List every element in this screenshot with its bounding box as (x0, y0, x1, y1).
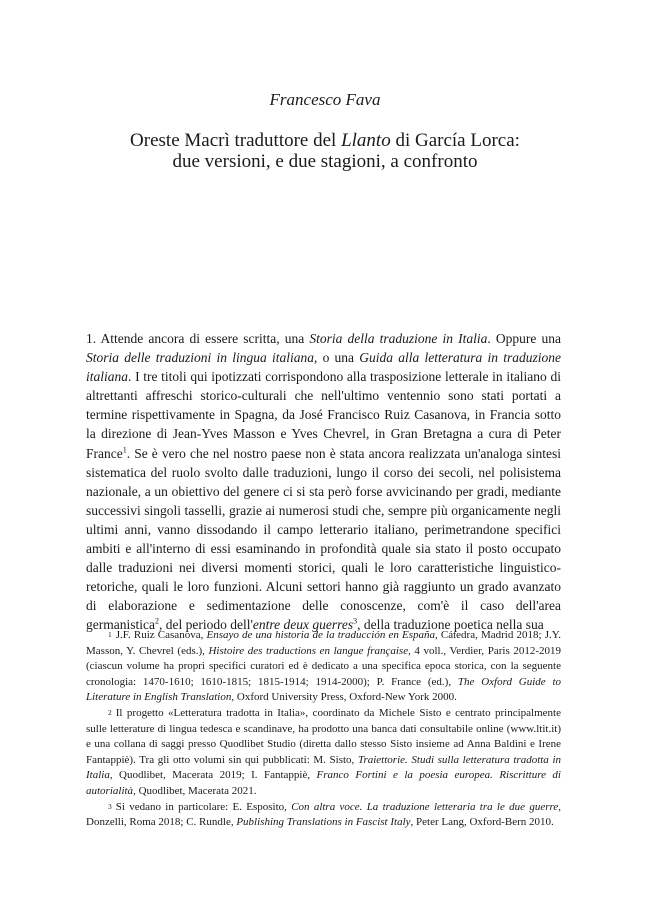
title-italic-work: Llanto (341, 130, 391, 151)
body-italic: Storia delle traduzioni in lingua italiana (86, 350, 314, 366)
author-name: Francesco Fava (269, 90, 381, 109)
body-text: , del periodo dell' (158, 617, 253, 633)
footnote-text: Il progetto «Letteratura tradotta in Italia», coordinato da Michele Sisto e centrato principalmente sulle letterature di lingua tedesca e scandinave, ha prodotto una banca dati consultabile online (www.ltit.it) e una collana di saggi presso Quodlibet Studio (diretta dallo stesso Sisto insieme ad Anna Baldini e Irene Fantappiè). Tra gli otto volumi sin qui pubblicati: M. Sisto, (86, 706, 561, 766)
footnote-number: 2 (108, 707, 112, 717)
footnote-3 (86, 800, 561, 831)
body-text: 1. Attende ancora di essere scritta, una (86, 331, 310, 346)
footnote-text: , Donzelli, Roma 2018; C. Rundle, (86, 800, 561, 829)
body-text: , o una (313, 350, 360, 366)
main-paragraph (86, 329, 561, 635)
footnote-number: 1 (108, 630, 112, 639)
footnote-italic: Ensayo de una historia de la traducción en España (206, 629, 436, 641)
body-text: . I tre titoli qui ipotizzati corrispondono alla trasposizione letterale in italiano di altrettanti affreschi storico-culturali che nell'ultimo ventennio sono stati portati a termine rispettivamente in Spagna, da José Francisco Ruiz Casanova, in Francia sotto la direzione di Jean-Yves Masson e Yves Chevrel, in Gran Bretagna a cura di Peter France (86, 369, 561, 461)
footnotes (86, 628, 561, 831)
footnote-italic: Traiettorie. Studi sulla letteratura tradotta in Italia (86, 753, 562, 782)
footnote-1 (86, 628, 561, 706)
footnote-text: , Quodlibet, Macerata 2019; I. Fantappiè, (109, 769, 317, 782)
title-text: di García Lorca: (390, 130, 520, 151)
footnote-text: J.F. Ruiz Casanova, (115, 629, 207, 641)
title-subtitle: due versioni, e due stagioni, a confronto (172, 151, 478, 172)
footnote-text: , 4 voll., Verdier, Paris 2012-2019 (ciascun volume ha propri specifici curatori ed è dedicato a una specifica epoca storica, con la seguente cronologia: 1470-1610; 1610-1815; 1815-1914; 1914-2000); P. France (ed.), (86, 644, 561, 688)
body-italic: entre deux guerres (252, 617, 354, 633)
footnote-number: 3 (108, 801, 112, 811)
footnote-text: , Peter Lang, Oxford-Bern 2010. (410, 816, 554, 829)
footnote-ref-1[interactable]: 1 (122, 445, 127, 455)
footnote-text: , Quodlibet, Macerata 2021. (133, 784, 257, 797)
footnote-text: , Oxford University Press, Oxford-New York 2000. (231, 691, 457, 704)
body-text: . Oppure una (487, 331, 561, 346)
footnote-text: , Cátedra, Madrid 2018; J.Y. Masson, Y. Chevrel (eds.), (86, 629, 561, 657)
footnote-italic: Histoire des traductions en langue française (208, 644, 409, 657)
body-text: . Se è vero che nel nostro paese non è stata ancora realizzata un'analoga sintesi sistematica del ruolo svolto dalle traduzioni, lungo il corso dei secoli, nel polisistema nazionale, a un obiettivo del genere ci si sta però forse avvicinando per gradi, mediante successivi singoli tasselli, grazie ai numerosi studi che, sempre più organicamente negli ultimi anni, vanno dissodando il campo letterario italiano, perimetrandone specifici ambiti e all'interno di essi esaminando in profondità quale sia stato il posto occupato dalle traduzioni nei diversi momenti storici, quali le loro caratteristiche linguistico-retoriche, quali le loro funzioni. Alcuni settori hanno già raggiunto un grado avanzato di elaborazione e sedimentazione delle conoscenze, com'è il caso dell'area germanistica (86, 445, 561, 633)
footnote-italic: The Oxford Guide to Literature in English Translation (86, 675, 562, 704)
footnote-2 (86, 706, 561, 800)
body-text: , della traduzione poetica nella sua (357, 617, 544, 633)
footnote-ref-3[interactable]: 3 (353, 616, 358, 626)
footnote-text: Si vedano in particolare: E. Esposito, (115, 800, 292, 813)
footnote-italic: Con altra voce. La traduzione letteraria tra le due guerre (291, 800, 559, 813)
footnote-ref-2[interactable]: 2 (154, 616, 159, 626)
body-italic: Guida alla letteratura in traduzione italiana (86, 350, 561, 385)
footnote-italic: Publishing Translations in Fascist Italy (236, 816, 411, 829)
title-text: Oreste Macrì traduttore del (130, 130, 342, 151)
body-italic: Storia della traduzione in Italia (309, 331, 488, 346)
footnote-italic: Franco Fortini e la poesia europea. Riscritture di autorialità (86, 769, 561, 797)
article-title (60, 130, 590, 172)
